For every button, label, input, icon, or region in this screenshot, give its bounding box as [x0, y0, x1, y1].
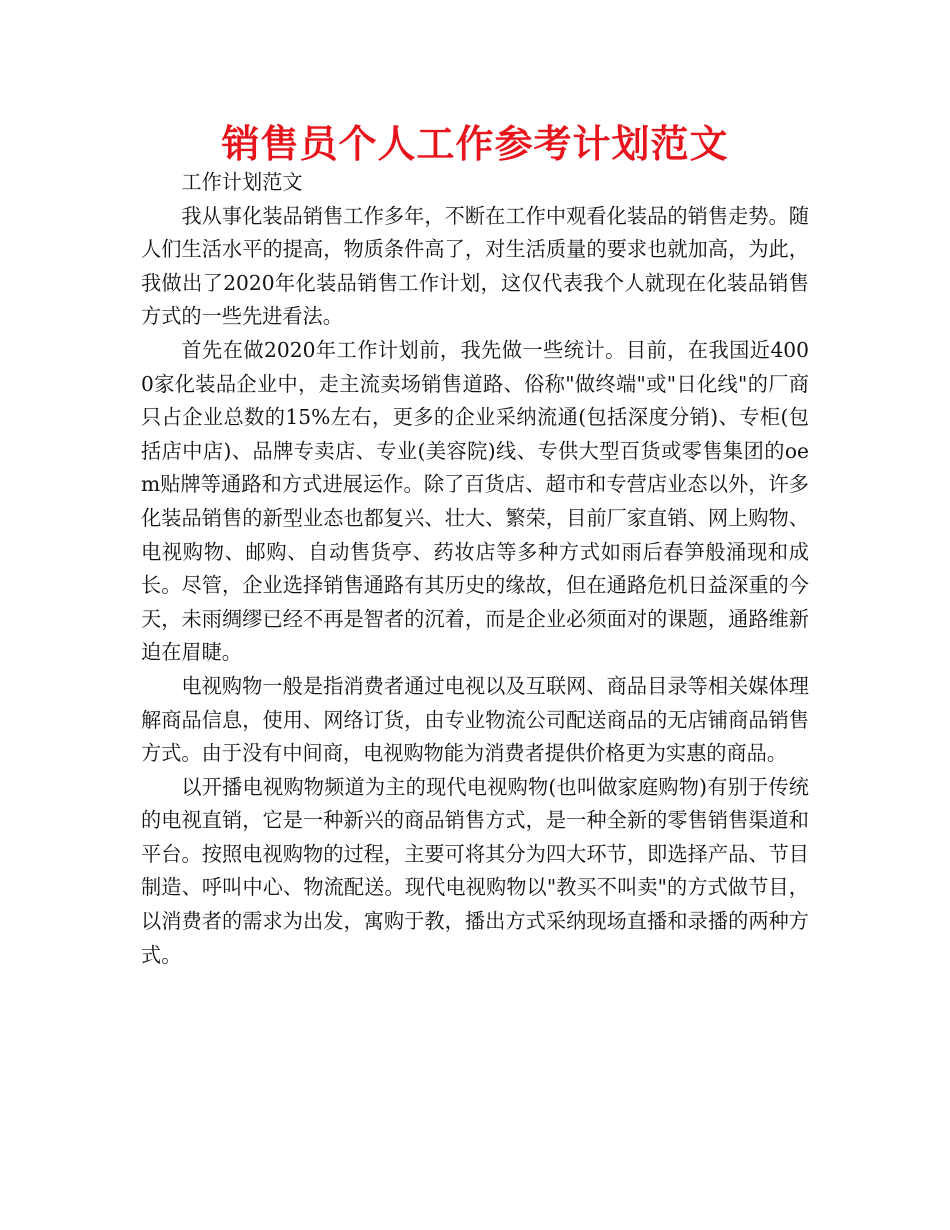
paragraph-1: 我从事化装品销售工作多年，不断在工作中观看化装品的销售走势。随人们生活水平的提高，物质条件高了，对生活质量的要求也就加高，为此，我做出了2020年化装品销售工作计划，这仅代表我个人就现在化装品销售方式的一些先进看法。	[141, 203, 809, 329]
document-title: 销售员个人工作参考计划范文	[221, 122, 729, 166]
document-body	[141, 166, 809, 972]
paragraph-2: 首先在做2020年工作计划前，我先做一些统计。目前，在我国近4000家化装品企业中，走主流卖场销售道路、俗称"做终端"或"日化线"的厂商只占企业总数的15%左右，更多的企业采纳流通(包括深度分销)、专柜(包括店中店)、品牌专卖店、专业(美容院)线、专供大型百货或零售集团的oem贴牌等通路和方式进展运作。除了百货店、超市和专营店业态以外，许多化装品销售的新型业态也都复兴、壮大、繁荣，目前厂家直销、网上购物、电视购物、邮购、自动售货亭、药妆店等多种方式如雨后春笋般涌现和成长。尽管，企业选择销售通路有其历史的缘故，但在通路危机日益深重的今天，未雨绸缪已经不再是智者的沉着，而是企业必须面对的课题，通路维新迫在眉睫。	[141, 337, 809, 665]
paragraph-4: 以开播电视购物频道为主的现代电视购物(也叫做家庭购物)有别于传统的电视直销，它是一种新兴的商品销售方式，是一种全新的零售销售渠道和平台。按照电视购物的过程，主要可将其分为四大环节，即选择产品、节目制造、呼叫中心、物流配送。现代电视购物以"教买不叫卖"的方式做节目，以消费者的需求为出发，寓购于教，播出方式采纳现场直播和录播的两种方式。	[141, 774, 809, 967]
subtitle-line: 工作计划范文	[181, 170, 303, 194]
paragraph-3: 电视购物一般是指消费者通过电视以及互联网、商品目录等相关媒体理解商品信息，使用、网络订货，由专业物流公司配送商品的无店铺商品销售方式。由于没有中间商，电视购物能为消费者提供价格更为实惠的商品。	[141, 673, 809, 766]
